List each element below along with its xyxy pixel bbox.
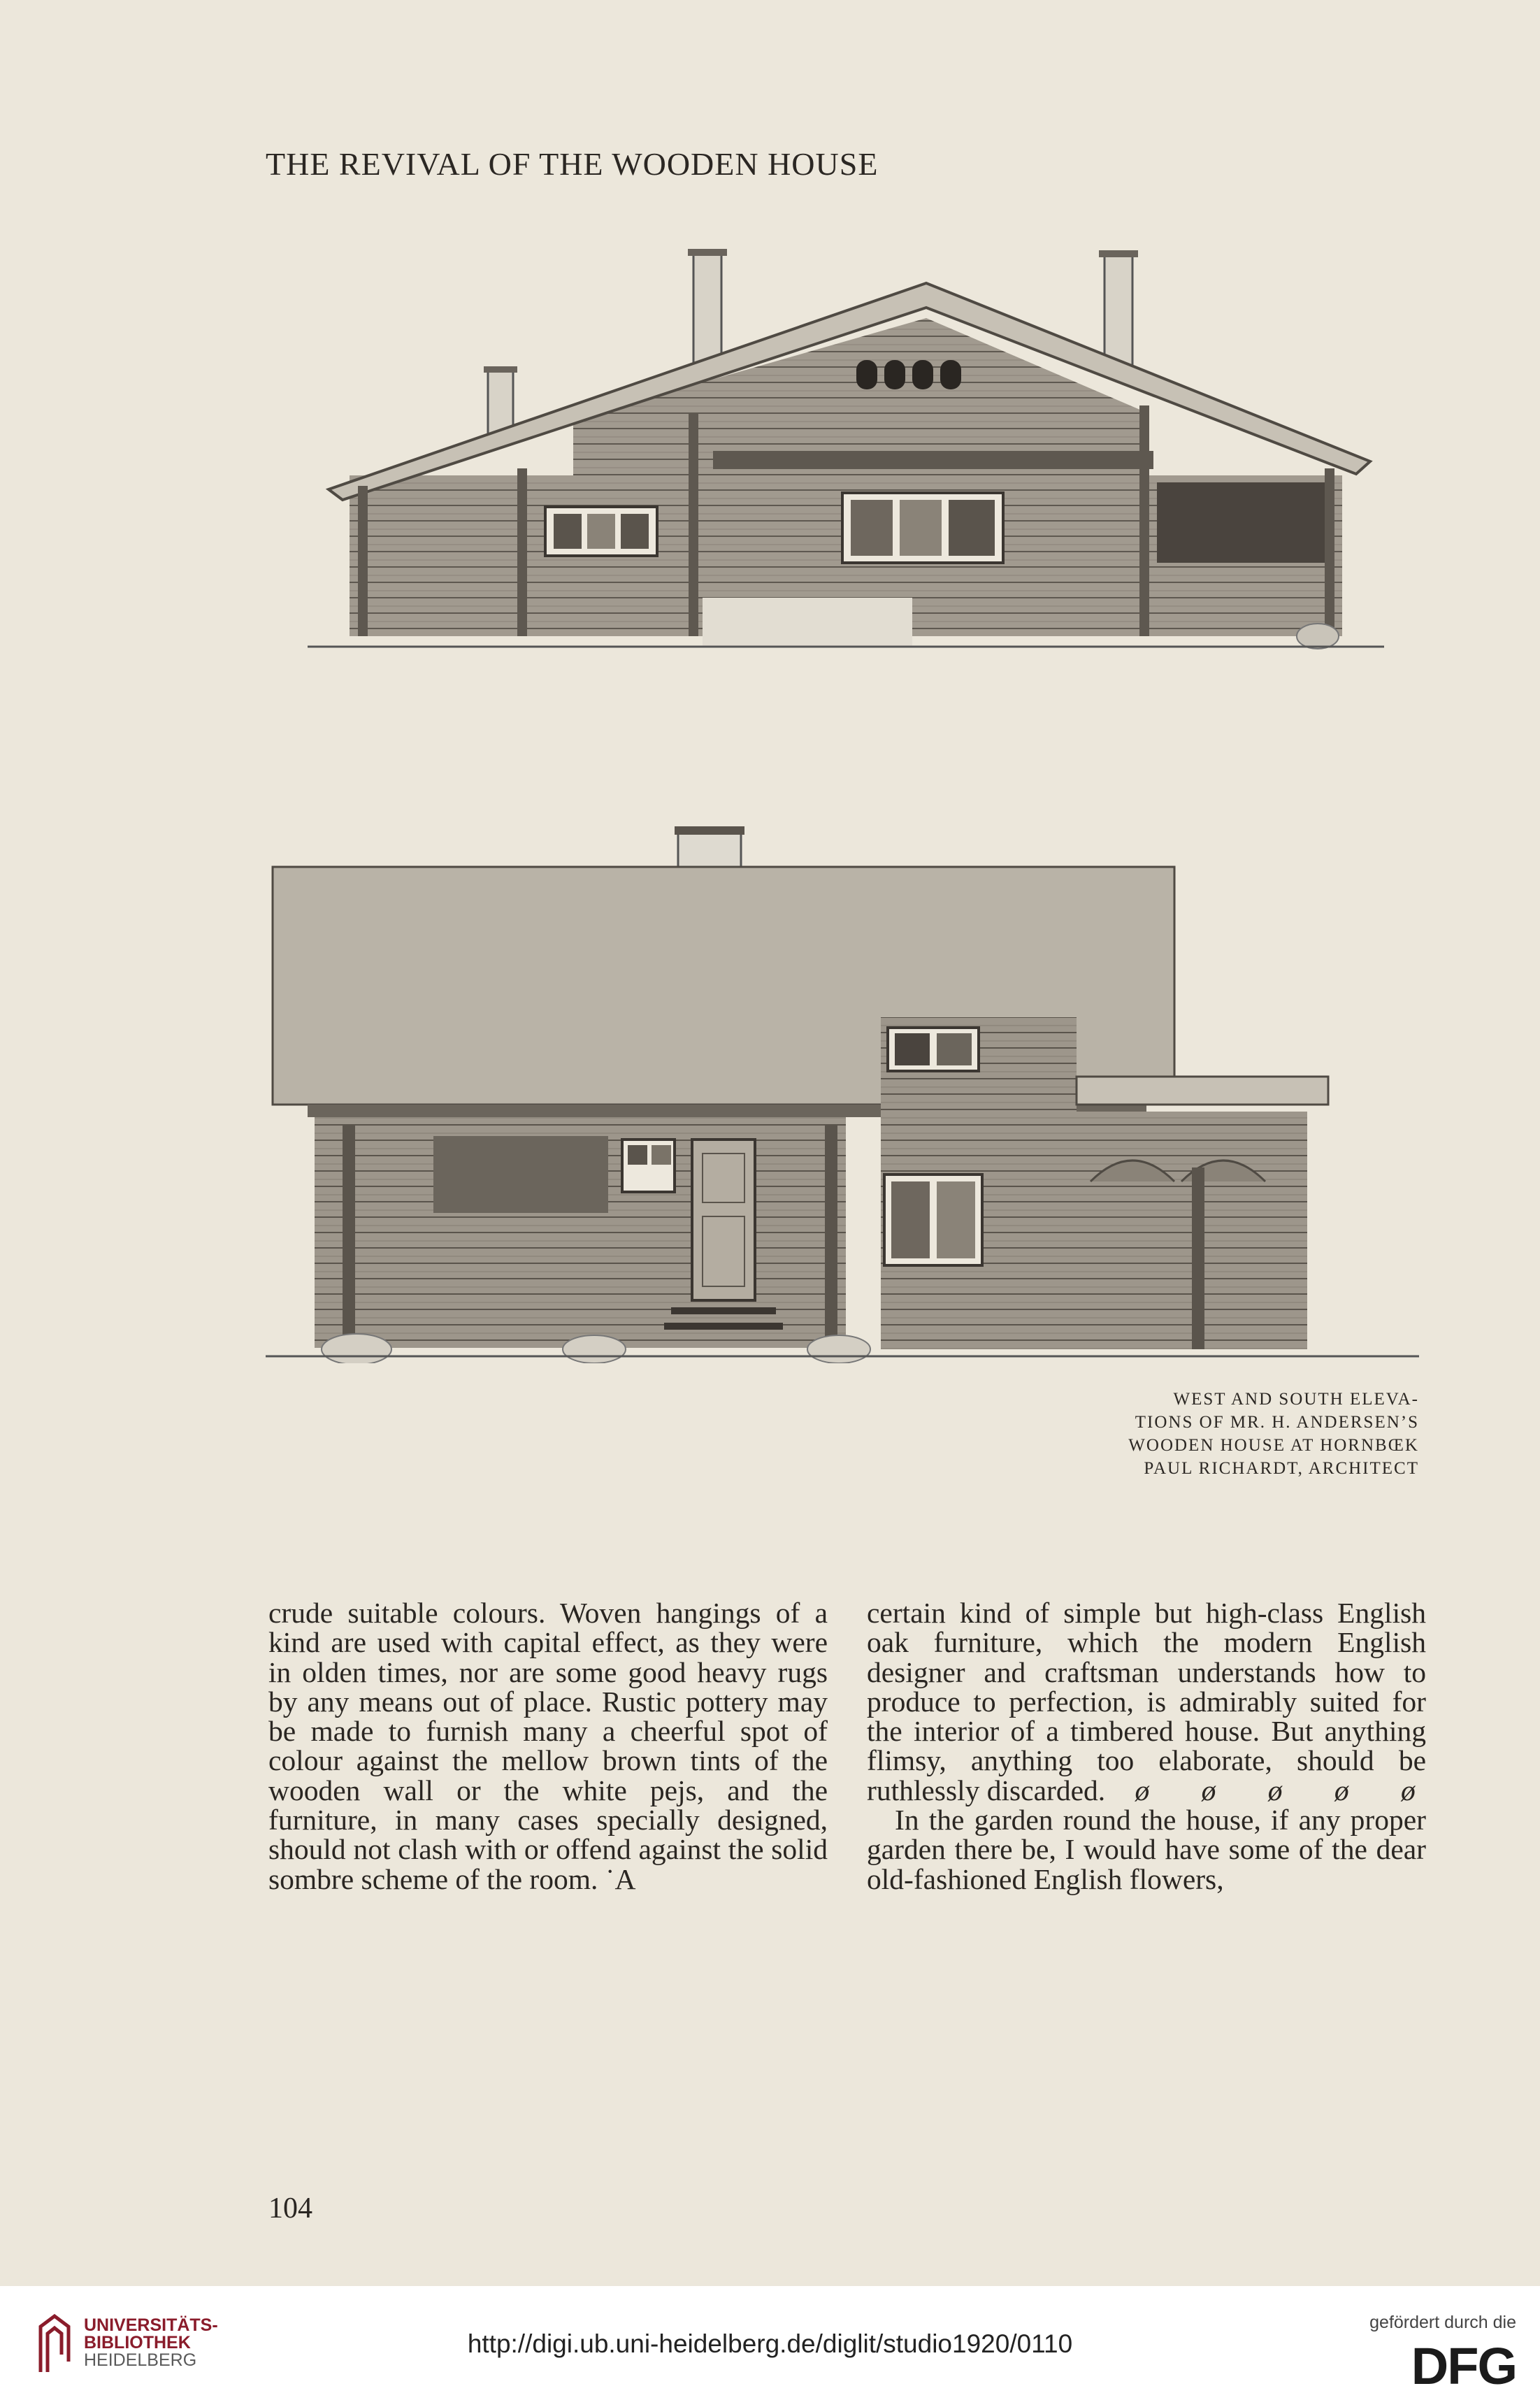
right-paragraph-2: In the garden round the house, if any proper garden there be, I would have some of the dear old-fashioned English flowers,	[867, 1804, 1426, 1895]
caption-line-1: WEST AND SOUTH ELEVA-	[1173, 1390, 1419, 1409]
south-elevation-drawing	[266, 818, 1419, 1363]
library-name-line-3: HEIDELBERG	[84, 2350, 197, 2370]
source-url-link[interactable]: http://digi.ub.uni-heidelberg.de/diglit/studio1920/0110	[467, 2329, 1073, 2358]
figure-caption	[1049, 1388, 1419, 1480]
caption-line-4: PAUL RICHARDT, ARCHITECT	[1144, 1459, 1419, 1478]
dfg-logo: DFG	[1411, 2337, 1516, 2395]
west-elevation-drawing	[308, 245, 1384, 664]
page-number: 104	[268, 2192, 312, 2225]
caption-line-3: WOODEN HOUSE AT HORNBŒK	[1128, 1436, 1419, 1455]
library-name-line-2: BIBLIOTHEK	[84, 2333, 191, 2352]
running-head: THE REVIVAL OF THE WOODEN HOUSE	[266, 146, 879, 182]
left-paragraph: crude suitable colours. Woven hangings of a kind are used with capital effect, as they were in olden times, nor are some good heavy rugs by any means out of place. Rustic pottery may be made to furnish many a cheerful spot of colour against the mellow brown tints of the wooden wall or the white pejs, and the furniture, in many cases specially designed, should not clash with or offend against the solid sombre scheme of the room. ˙A	[268, 1597, 828, 1895]
right-paragraph-1-text: certain kind of simple but high-class English oak furniture, which the modern English designer and craftsman understands how to produce to perfection, is admirably suited for the interior of a timbered house. But anything flimsy, anything too elaborate, should be ruthlessly discarded.	[867, 1597, 1426, 1806]
right-text-column	[867, 1598, 1426, 1894]
ornament-marks: ø ø ø ø ø	[1135, 1774, 1416, 1806]
left-text-column	[268, 1598, 828, 1894]
digitization-footer	[0, 2286, 1540, 2400]
library-name-line-1: UNIVERSITÄTS-	[84, 2315, 218, 2335]
right-paragraph-1	[867, 1598, 1426, 1805]
south-elevation-svg	[266, 818, 1419, 1363]
caption-line-2: TIONS OF MR. H. ANDERSEN’S	[1135, 1413, 1419, 1432]
west-elevation-svg	[308, 245, 1384, 664]
sponsor-text: gefördert durch die	[1369, 2313, 1516, 2332]
